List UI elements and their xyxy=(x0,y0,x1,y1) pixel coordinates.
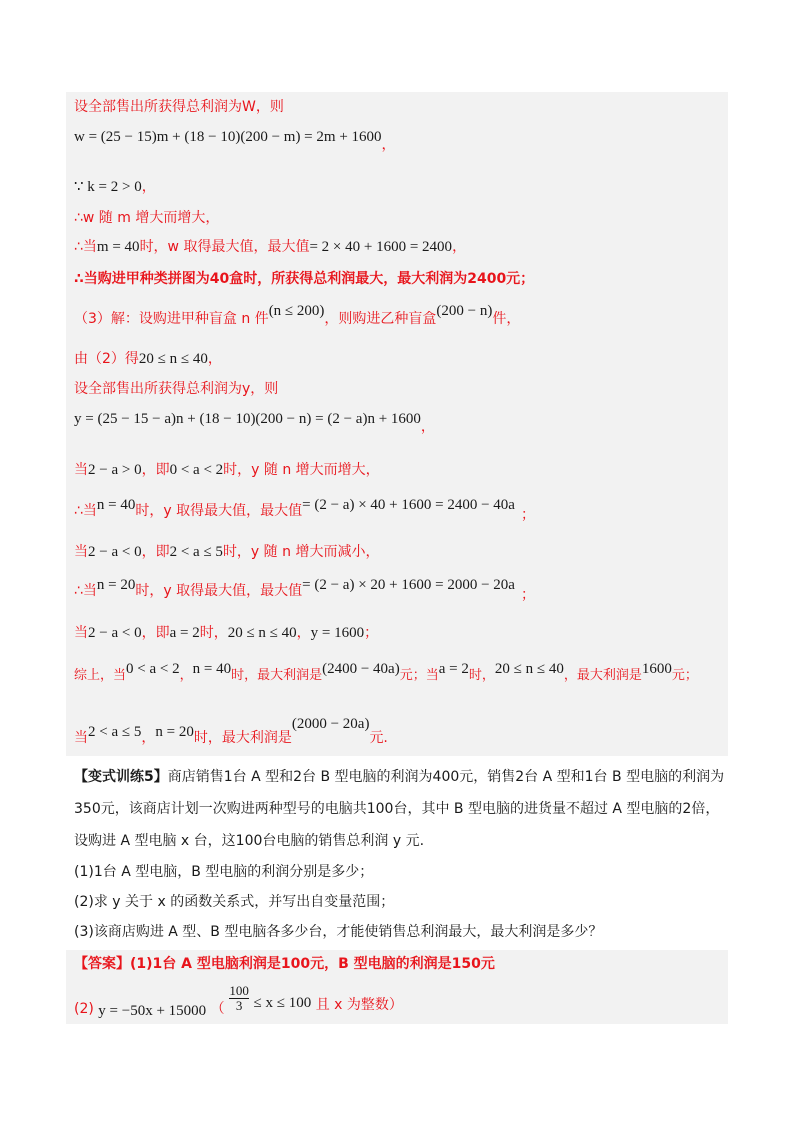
text: 时，最大利润是 xyxy=(193,730,292,746)
punctuation: ， xyxy=(141,179,156,195)
solution-line-11 xyxy=(74,461,380,479)
equation: 2 − a < 0 xyxy=(88,625,142,641)
answer-line-2 xyxy=(74,983,403,1020)
problem-line-2 xyxy=(74,800,719,818)
text: (1)1台 A 型电脑利润是100元，B 型电脑的利润是150元 xyxy=(130,956,495,972)
equation: y = (25 − 15 − a)n + (18 − 10)(200 − n) = (2 − a)n + 1600 xyxy=(74,411,421,427)
answer-tag: 【答案】 xyxy=(74,956,130,972)
solution-line-10 xyxy=(74,410,435,435)
text: 当 xyxy=(74,625,88,641)
text: ∴当 xyxy=(74,583,97,599)
question-3 xyxy=(74,923,602,941)
equation: 2 − a > 0 xyxy=(88,462,142,478)
text: 且 x 为整数） xyxy=(315,996,403,1013)
solution-line-8 xyxy=(74,350,222,368)
solution-line-12 xyxy=(74,496,535,523)
solution-line-6 xyxy=(74,270,534,288)
text: 件， xyxy=(492,311,521,327)
text: ，即 xyxy=(141,462,170,478)
text: 时，最大利润是 xyxy=(231,668,323,683)
text: ， xyxy=(179,668,193,683)
text: 时， xyxy=(468,668,495,683)
text: ，则购进乙种盲盒 xyxy=(324,311,437,327)
problem-tag: 【变式训练5】 xyxy=(74,769,168,785)
text: （3）解：设购进甲种盲盒 n 件 xyxy=(74,311,269,327)
equation: 20 ≤ n ≤ 40 xyxy=(494,661,564,677)
equation: (200 − n) xyxy=(436,303,493,319)
equation: = (2 − a) × 40 + 1600 = 2400 − 40a xyxy=(302,497,515,513)
denominator: 3 xyxy=(235,998,243,1013)
text: 当 xyxy=(74,544,88,560)
text: ， xyxy=(296,625,311,641)
solution-line-5 xyxy=(74,238,466,256)
equation: y = −50x + 15000 xyxy=(98,1002,207,1019)
equation: 20 ≤ n ≤ 40 xyxy=(138,351,208,367)
text: 元；当 xyxy=(399,668,439,683)
question-1 xyxy=(74,863,373,881)
problem-line-1 xyxy=(74,768,724,786)
text: 350元，该商店计划一次购进两种型号的电脑共100台，其中 B 型电脑的进货量不超过 A 型电脑的2倍， xyxy=(74,801,720,817)
equation: ∵ k = 2 > 0 xyxy=(74,179,142,195)
equation: 2 − a < 0 xyxy=(88,544,142,560)
solution-line-16 xyxy=(74,660,698,683)
solution-line-14 xyxy=(74,576,535,603)
solution-line-1 xyxy=(74,98,284,116)
problem-line-3 xyxy=(74,832,424,850)
text: 由（2）得 xyxy=(74,351,139,367)
text: 时，w 取得最大值，最大值 xyxy=(139,239,310,255)
text: 设购进 A 型电脑 x 台，这100台电脑的销售总利润 y 元. xyxy=(74,833,425,849)
text: (3)该商店购进 A 型、B 型电脑各多少台，才能使销售总利润最大，最大利润是多少？ xyxy=(74,924,603,940)
text: 时， xyxy=(199,625,228,641)
question-2 xyxy=(74,893,394,911)
punctuation: ； xyxy=(520,507,535,523)
equation: (2400 − 40a) xyxy=(322,661,400,677)
fraction xyxy=(229,984,249,1013)
punctuation: ， xyxy=(207,351,222,367)
text: 时，y 随 n 增大而增大， xyxy=(223,462,380,478)
equation: 2 < a ≤ 5 xyxy=(88,724,142,740)
text: (2) xyxy=(74,1000,94,1017)
equation: a = 2 xyxy=(438,661,469,677)
equation: (n ≤ 200) xyxy=(268,303,325,319)
text: 元； xyxy=(671,668,698,683)
equation: n = 20 xyxy=(96,577,136,593)
text: 设全部售出所获得总利润为y，则 xyxy=(74,381,279,397)
text: (2)求 y 关于 x 的函数关系式，并写出自变量范围； xyxy=(74,894,395,910)
equation: = 2 × 40 + 1600 = 2400 xyxy=(309,239,453,255)
text: 商店销售1台 A 型和2台 B 型电脑的利润为400元，销售2台 A 型和1台 B 型电脑的利润为 xyxy=(167,769,725,785)
equation: n = 20 xyxy=(155,724,194,740)
equation: 1600 xyxy=(641,661,672,677)
punctuation: ； xyxy=(364,625,379,641)
solution-line-2 xyxy=(74,128,396,153)
equation: a = 2 xyxy=(169,625,200,641)
text: ∴当 xyxy=(74,503,97,519)
text: 综上，当 xyxy=(74,668,127,683)
equation: w = (25 − 15)m + (18 − 10)(200 − m) = 2m + 1600 xyxy=(74,129,382,145)
solution-line-7 xyxy=(74,303,521,328)
solution-line-3 xyxy=(74,178,156,196)
text: ， xyxy=(141,730,156,746)
equation: = (2 − a) × 20 + 1600 = 2000 − 20a xyxy=(302,577,515,593)
solution-line-17 xyxy=(74,716,388,746)
text: ，即 xyxy=(141,544,170,560)
text: 时，y 取得最大值，最大值 xyxy=(135,583,303,599)
equation: y = 1600 xyxy=(310,625,365,641)
solution-line-15 xyxy=(74,624,378,642)
text: ，即 xyxy=(141,625,170,641)
equation: (2000 − 20a) xyxy=(291,716,370,732)
solution-line-4 xyxy=(74,209,219,227)
equation: 0 < a < 2 xyxy=(126,661,180,677)
text: 时，y 取得最大值，最大值 xyxy=(135,503,303,519)
text: ∴w 随 m 增大而增大， xyxy=(74,210,220,226)
text: 当 xyxy=(74,730,88,746)
text: ∴当 xyxy=(74,239,97,255)
solution-line-13 xyxy=(74,543,379,561)
equation: n = 40 xyxy=(192,661,232,677)
equation: m = 40 xyxy=(96,239,140,255)
punctuation: ， xyxy=(452,239,467,255)
answer-line-1 xyxy=(74,955,495,973)
equation: 0 < a < 2 xyxy=(169,462,224,478)
punctuation: ； xyxy=(520,587,535,603)
text: ∴当购进甲种类拼图为40盒时，所获得总利润最大，最大利润为2400元； xyxy=(74,271,535,287)
punctuation: ， xyxy=(420,419,435,435)
equation: 20 ≤ n ≤ 40 xyxy=(227,625,297,641)
numerator: 100 xyxy=(229,983,249,998)
equation: n = 40 xyxy=(96,497,136,513)
text: ，最大利润是 xyxy=(563,668,642,683)
text: 时，y 随 n 增大而减小， xyxy=(222,544,380,560)
text: （ xyxy=(210,1000,225,1017)
text: (1)1台 A 型电脑，B 型电脑的利润分别是多少； xyxy=(74,864,374,880)
equation: 2 < a ≤ 5 xyxy=(169,544,223,560)
solution-line-9 xyxy=(74,380,278,398)
text: 设全部售出所获得总利润为W，则 xyxy=(74,99,284,115)
equation: ≤ x ≤ 100 xyxy=(253,994,312,1011)
text: 元. xyxy=(369,730,388,746)
text: 当 xyxy=(74,462,88,478)
punctuation: ， xyxy=(381,137,396,153)
